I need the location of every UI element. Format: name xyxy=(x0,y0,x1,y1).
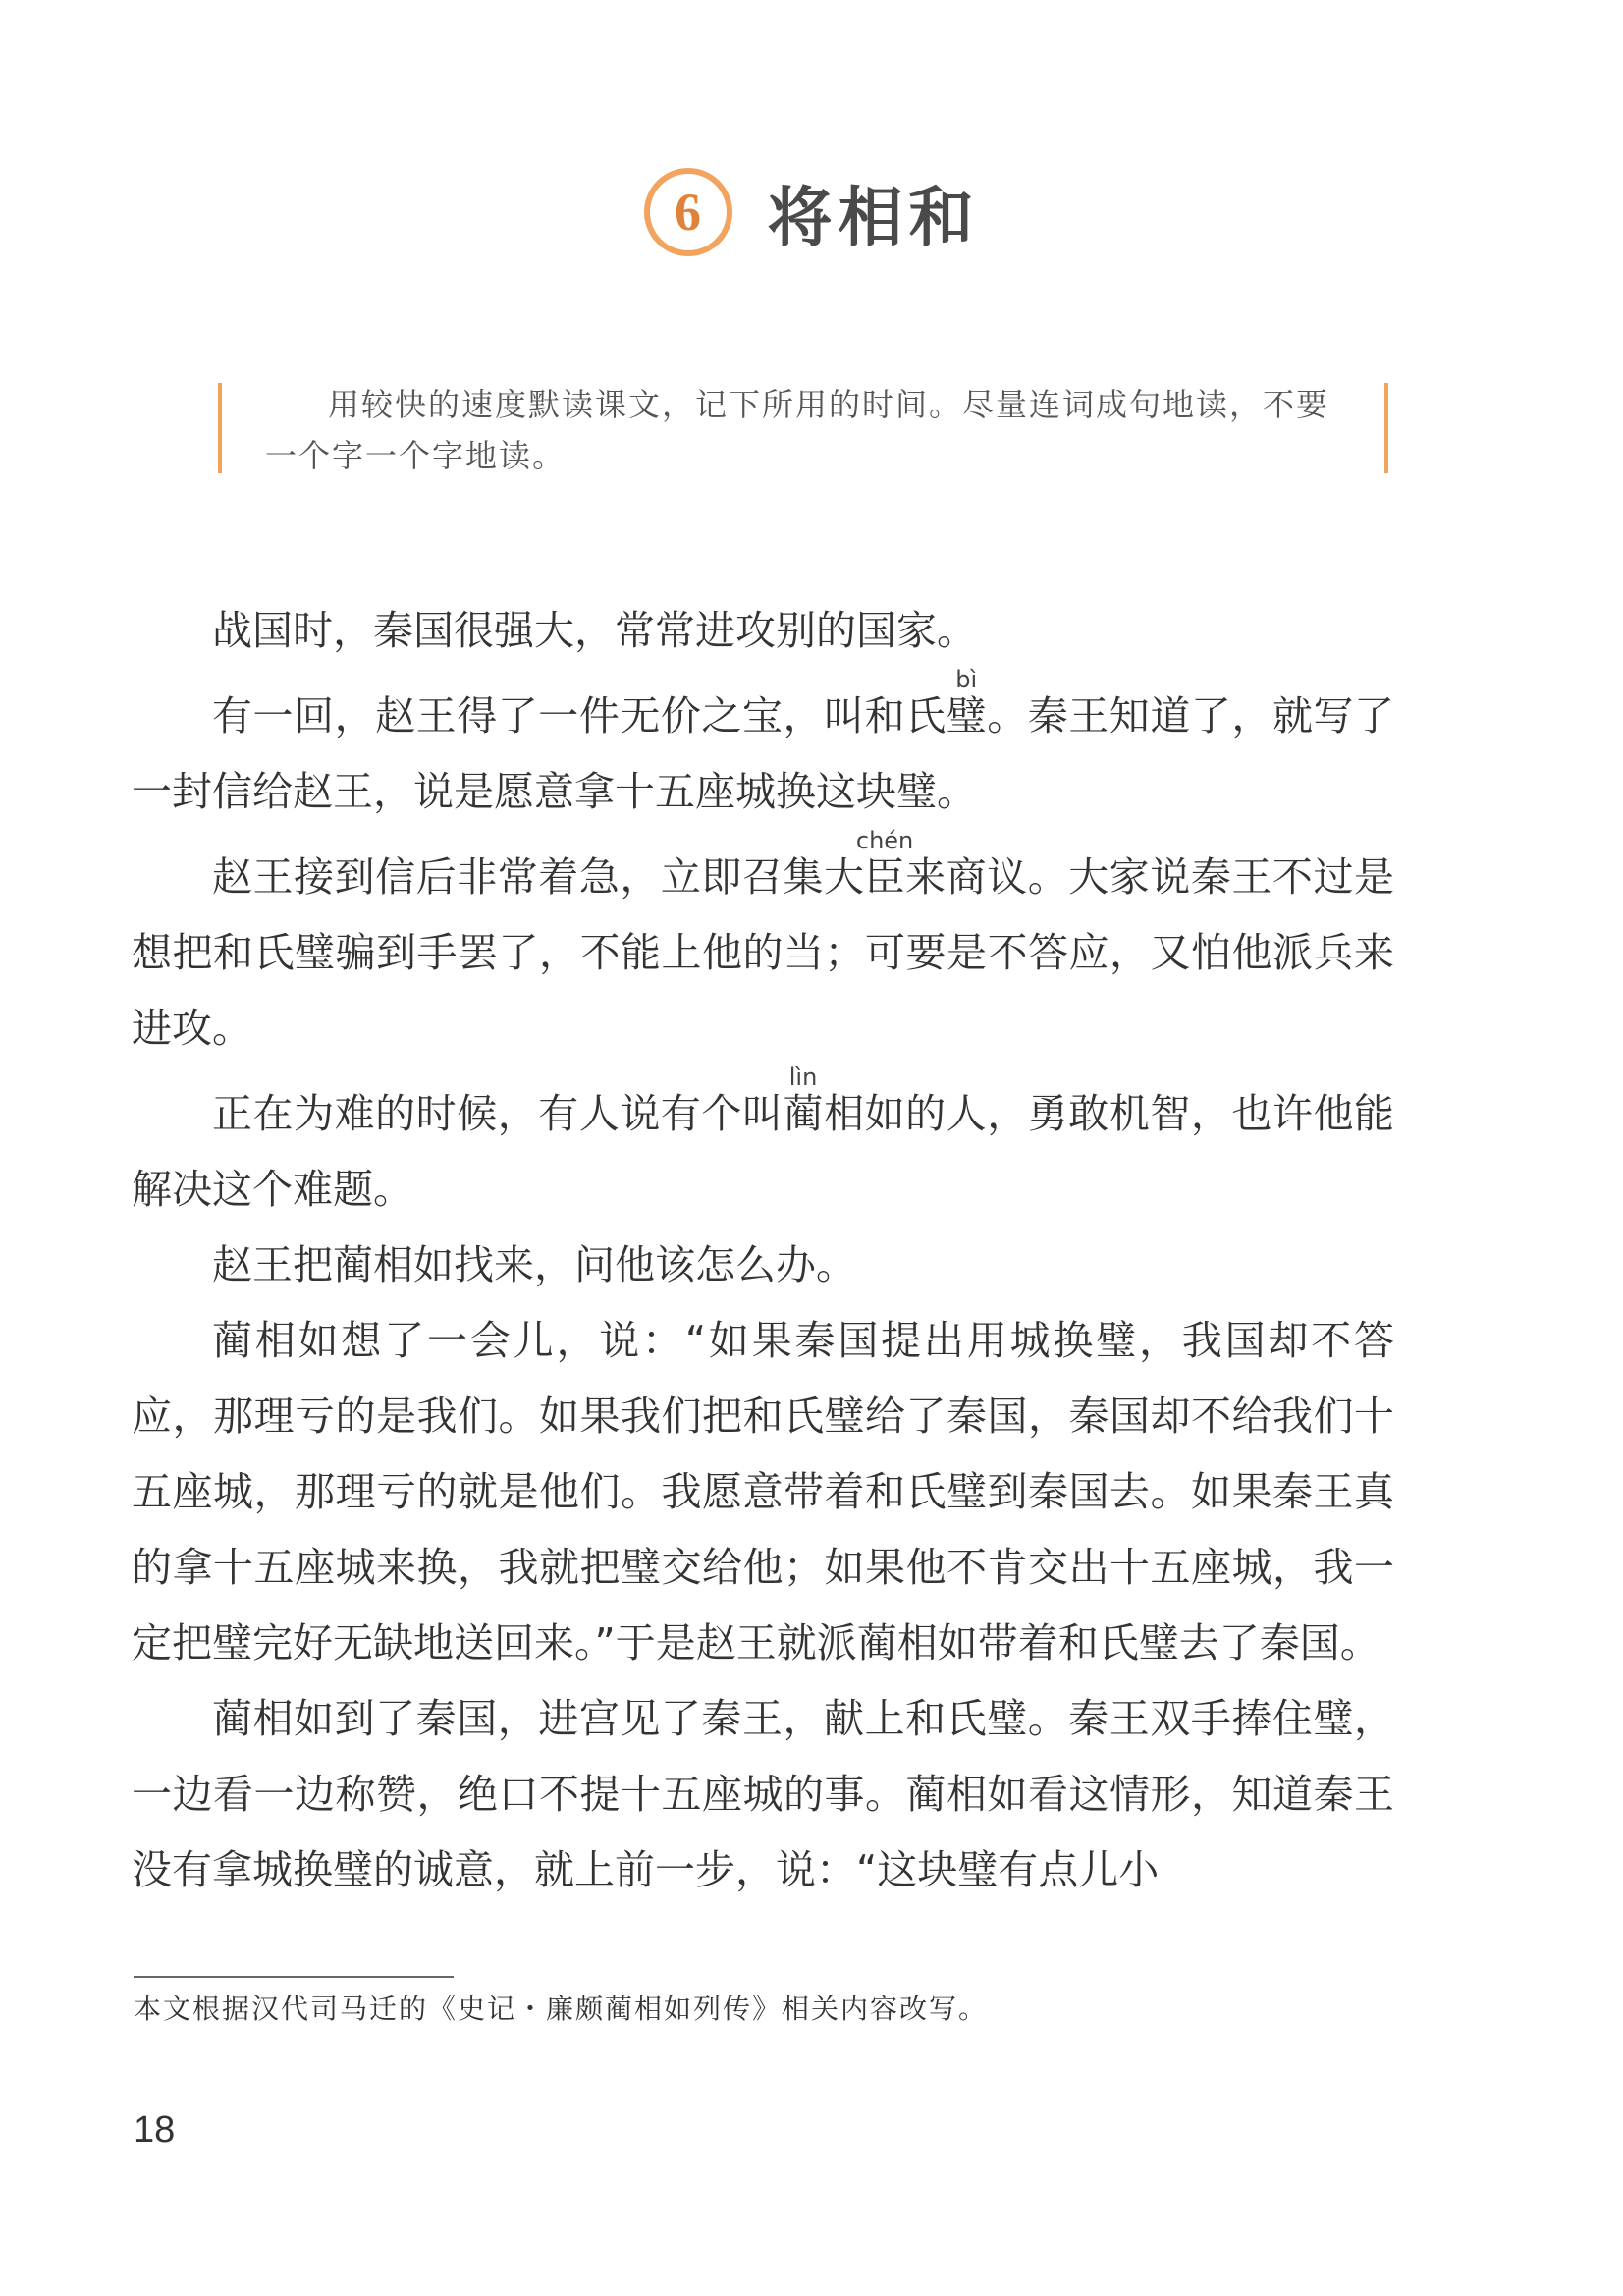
page-title: 将相和 xyxy=(767,180,980,255)
pinyin-annotation-bi: 璧bì xyxy=(946,666,988,739)
paragraph-5: 赵王把蔺相如找来，问他该怎么办。 xyxy=(212,1241,856,1288)
paragraph-6: 蔺相如想了一会儿，说：“如果秦国提出用城换璧，我国却不答应，那理亏的是我们。如果我们把和氏璧给了秦国，秦国却不给我们十五座城，那理亏的就是他们。我愿意带着和氏璧到秦国去。如果秦王真的拿十五座城来换，我就把璧交给他；如果他不肯交出十五座城，我一定把璧完好无缺地送回来。”于是赵王就派蔺相如带着和氏璧去了秦国。 xyxy=(132,1317,1394,1667)
paragraph-4 xyxy=(132,1066,1394,1228)
lesson-header xyxy=(0,165,1623,258)
paragraph-2-text-a: 有一回，赵王得了一件无价之宝，叫和氏 xyxy=(212,692,947,739)
paragraph-4-text-a: 正在为难的时候，有人说有个叫 xyxy=(212,1090,784,1137)
paragraph-3 xyxy=(132,827,1394,1066)
paragraph-4-text-b: 相如的人，勇敢机智，也许他能解决这个难题。 xyxy=(132,1090,1395,1213)
instruction-left-bar xyxy=(218,383,222,473)
paragraph-2 xyxy=(132,666,1395,830)
paragraph-2-text-b: 。秦王知道了，就写了一封信给赵王，说是愿意拿十五座城换这块璧。 xyxy=(132,692,1395,815)
lesson-number-badge: 6 xyxy=(644,168,732,256)
pinyin-annotation-chen: 臣chén xyxy=(855,827,914,901)
reading-instruction-text: 用较快的速度默读课文，记下所用的时间。尽量连词成句地读，不要一个字一个字地读。 xyxy=(265,386,1330,474)
footnote: 本文根据汉代司马迁的《史记・廉颇蔺相如列传》相关内容改写。 xyxy=(134,1993,989,2025)
paragraph-3-text-a: 赵王接到信后非常着急，立即召集大 xyxy=(212,853,865,901)
paragraph-3-text-b: 来商议。大家说秦王不过是想把和氏璧骗到手罢了，不能上他的当；可要是不答应，又怕他派兵来进攻。 xyxy=(132,853,1394,1052)
instruction-right-bar xyxy=(1384,383,1388,473)
reading-instruction-box xyxy=(218,379,1388,477)
paragraph-7: 蔺相如到了秦国，进宫见了秦王，献上和氏璧。秦王双手捧住璧，一边看一边称赞，绝口不提十五座城的事。蔺相如看这情形，知道秦王没有拿城换璧的诚意，就上前一步，说：“这块璧有点儿小 xyxy=(132,1695,1394,1893)
footnote-divider xyxy=(134,1976,454,1978)
lesson-body xyxy=(132,593,1394,1908)
pinyin-annotation-lin: 蔺lìn xyxy=(783,1064,825,1137)
page-number: 18 xyxy=(134,2109,176,2151)
paragraph-1: 战国时，秦国很强大，常常进攻别的国家。 xyxy=(212,607,977,654)
